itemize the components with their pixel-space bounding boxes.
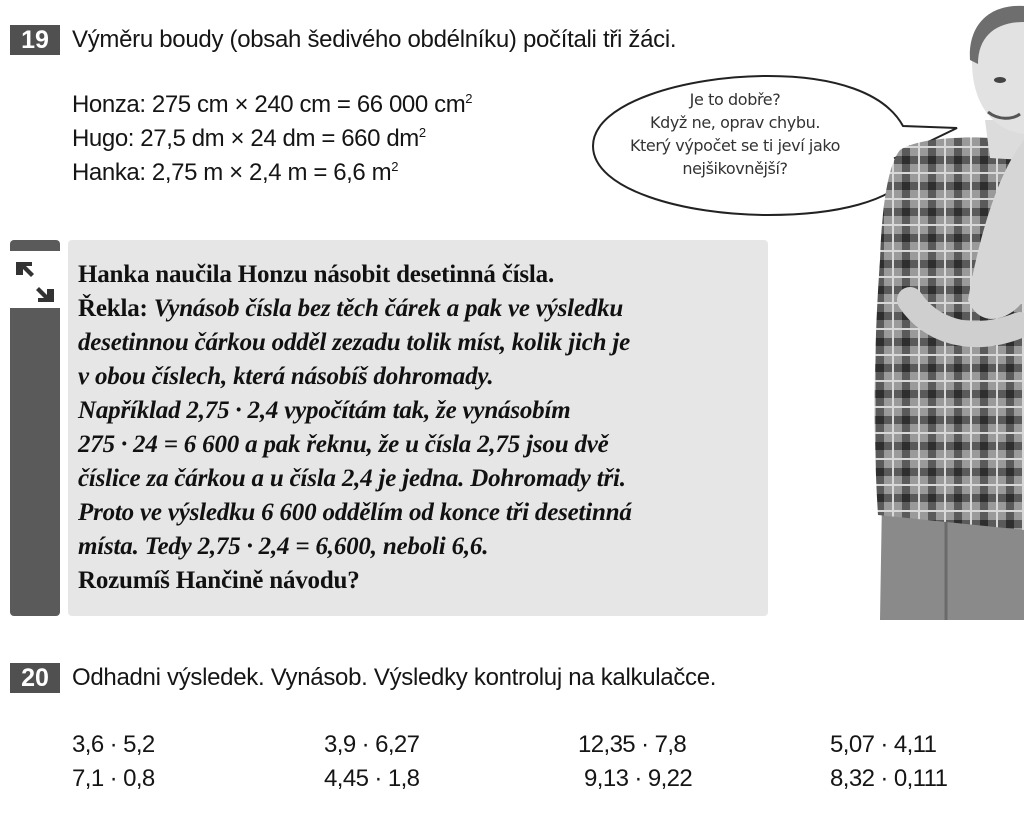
calculation-hanka: Hanka: 2,75 m × 2,4 m = 6,6 $m^2$ <box>72 159 399 186</box>
problem-item: 9,13 · 9,22 <box>584 765 693 792</box>
exercise-number-20: 20 <box>10 663 60 693</box>
info-box-text: Hanka naučila Honzu násobit desetinná čísla. Řekla: Vynásob čísla bez těch čárek a pak ve výsledku desetinnou čárkou odděl zezadu tolik míst, kolik jich je v obou číslech, která násobíš dohromady. Například 2,75 · 2,4 vypočítám tak, že vynásobím 275 · 24 = 6 600 a pak řeknu, že u čísla 2,75 jsou dvě číslice za čárkou a u čísla 2,4 je jedna. Dohromady tři. Proto ve výsledku 6 600 oddělím od konce tři desetinná místa. Tedy 2,75 · 2,4 = 6,600, neboli 6,6. Rozumíš Hančině návodu? <box>78 261 632 594</box>
exercise-number-19: 19 <box>10 25 60 55</box>
problem-item: 8,32 · 0,111 <box>830 765 948 792</box>
problem-item: 5,07 · 4,11 <box>830 731 937 758</box>
problem-item: 7,1 · 0,8 <box>72 765 155 792</box>
exercise-19-title: Výměru boudy (obsah šedivého obdélníku) počítali tři žáci. <box>72 26 677 53</box>
exercise-20-title: Odhadni výsledek. Vynásob. Výsledky kontroluj na kalkulačce. <box>72 664 717 691</box>
problem-item: 12,35 · 7,8 <box>578 731 687 758</box>
shrink-arrows-icon <box>14 258 56 306</box>
problem-item: 3,9 · 6,27 <box>324 731 420 758</box>
speech-bubble-text: Je to dobře? Když ne, oprav chybu. Který výpočet se ti jeví jako nejšikovnější? <box>629 90 841 178</box>
problem-item: 4,45 · 1,8 <box>324 765 420 792</box>
girl-illustration <box>850 0 1024 620</box>
calculation-hugo: Hugo: 27,5 dm × 24 dm = 660 $dm^2$ <box>72 125 426 152</box>
problem-item: 3,6 · 5,2 <box>72 731 155 758</box>
calculation-honza: Honza: 275 cm × 240 cm = 66 000 $cm^2$ <box>72 91 473 118</box>
calculation-list <box>72 88 472 190</box>
